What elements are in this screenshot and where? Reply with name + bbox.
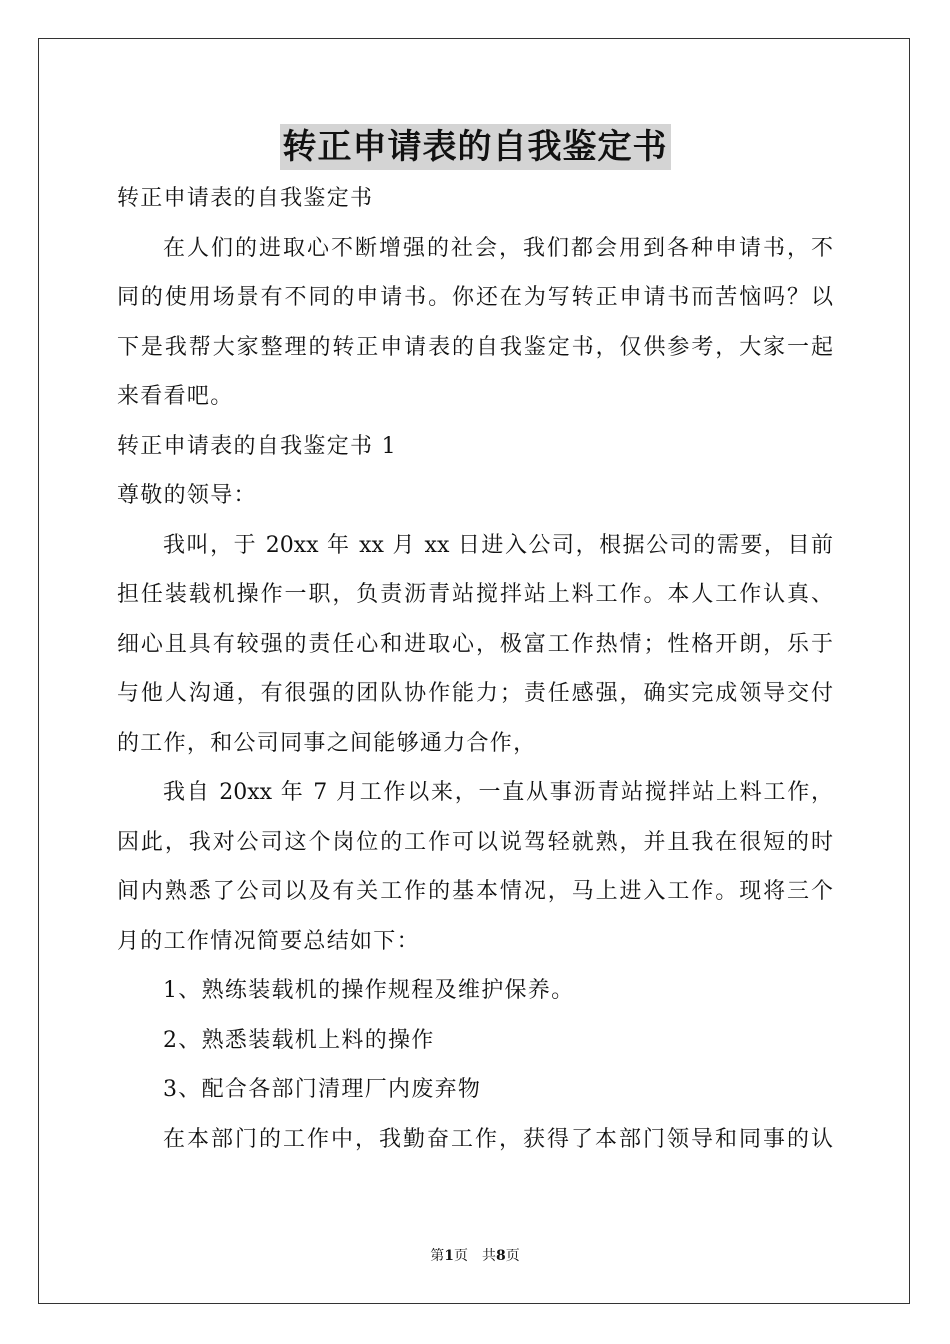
paragraph-line: 担任装载机操作一职，负责沥青站搅拌站上料工作。本人工作认真、 xyxy=(117,582,833,607)
page-number-prefix: 第 xyxy=(430,1248,445,1264)
paragraph-line: 我自 20xx 年 7 月工作以来，一直从事沥青站搅拌站上料工作， xyxy=(163,780,833,805)
document-body xyxy=(117,179,833,1169)
paragraph-line: 与他人沟通，有很强的团队协作能力；责任感强，确实完成领导交付 xyxy=(117,681,833,706)
total-pages-prefix: 共 xyxy=(482,1248,496,1264)
total-pages-suffix: 页 xyxy=(505,1248,520,1264)
list-item: 2、熟悉装载机上料的操作 xyxy=(163,1027,435,1053)
paragraph-line: 在本部门的工作中，我勤奋工作，获得了本部门领导和同事的认 xyxy=(163,1126,833,1152)
paragraph-line: 因此，我对公司这个岗位的工作可以说驾轻就熟，并且我在很短的时 xyxy=(117,829,833,855)
paragraph-line: 我叫，于 20xx 年 xx 月 xx 日进入公司，根据公司的需要，目前 xyxy=(163,532,833,558)
subtitle-line: 转正申请表的自我鉴定书 xyxy=(117,186,374,211)
document-title: 转正申请表的自我鉴定书 xyxy=(280,124,671,170)
paragraph-line: 月的工作情况简要总结如下： xyxy=(117,928,420,954)
salutation-line: 尊敬的领导： xyxy=(117,483,257,508)
title-container xyxy=(0,124,950,170)
paragraph-line: 间内熟悉了公司以及有关工作的基本情况，马上进入工作。现将三个 xyxy=(117,879,833,904)
section-heading: 转正申请表的自我鉴定书 1 xyxy=(117,433,397,459)
paragraph-line: 下是我帮大家整理的转正申请表的自我鉴定书，仅供参考，大家一起 xyxy=(117,334,833,360)
page-footer xyxy=(0,1246,950,1266)
paragraph-line: 在人们的进取心不断增强的社会，我们都会用到各种申请书，不 xyxy=(163,235,833,261)
page-number-suffix: 页 xyxy=(454,1248,468,1264)
paragraph-line: 的工作，和公司同事之间能够通力合作， xyxy=(117,730,537,756)
list-item: 3、配合各部门清理厂内废弃物 xyxy=(163,1077,482,1102)
page-number-current: 1 xyxy=(444,1248,454,1264)
paragraph-line: 来看看吧。 xyxy=(117,384,234,409)
list-item: 1、熟练装载机的操作规程及维护保养。 xyxy=(163,978,575,1003)
paragraph-line: 细心且具有较强的责任心和进取心，极富工作热情；性格开朗，乐于 xyxy=(117,631,833,657)
total-pages-count: 8 xyxy=(496,1248,506,1264)
paragraph-line: 同的使用场景有不同的申请书。你还在为写转正申请书而苦恼吗？以 xyxy=(117,285,833,310)
